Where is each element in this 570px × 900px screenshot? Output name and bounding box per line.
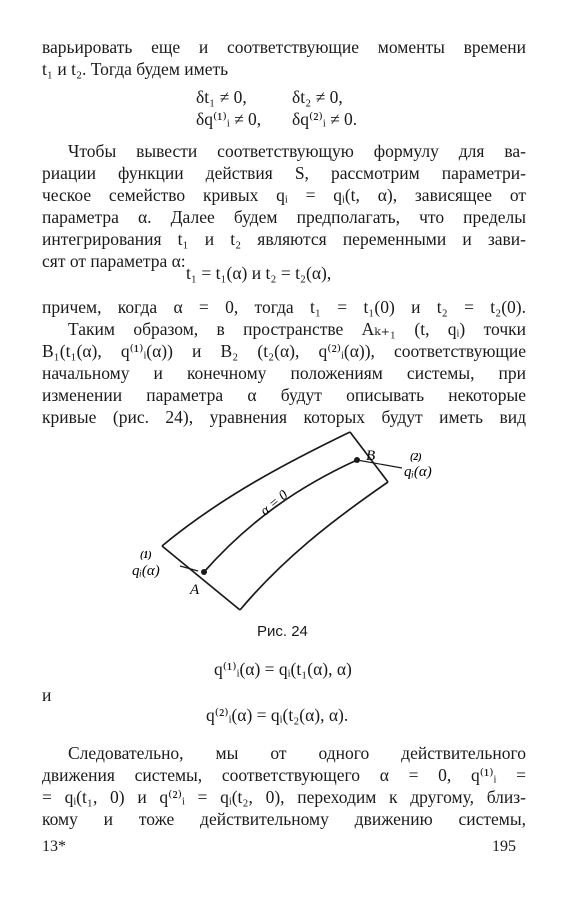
- surface-bottom-edge: [240, 482, 388, 610]
- label-q2: qᵢ(α): [404, 464, 432, 480]
- label-q2-superscript: (2): [410, 452, 422, 463]
- pointer-q2: [357, 460, 402, 468]
- equation-delta-q2: δq⁽²⁾ᵢ ≠ 0.: [292, 109, 358, 129]
- figure-caption: Рис. 24: [257, 623, 308, 640]
- paragraph-3: причем, когда α = 0, тогда t₁ = t₁(0) и t₂ = t₂(0).: [42, 297, 526, 317]
- point-A: [201, 569, 207, 575]
- paragraph-5-line-1: Следовательно, мы от одного действительного: [68, 743, 526, 763]
- paragraph-2-line-4: параметра α. Далее будем предполагать, что пределы: [42, 207, 526, 227]
- label-B: B: [366, 448, 376, 464]
- paragraph-1-line-1: варьировать еще и соответствующие моменты времени: [42, 37, 526, 57]
- paragraph-1-line-2: t₁ и t₂. Тогда будем иметь: [42, 59, 229, 79]
- point-B: [354, 457, 360, 463]
- paragraph-2-line-2: риации функции действия S, рассмотрим параметри-: [42, 163, 526, 183]
- conjunction-and: и: [42, 685, 52, 705]
- label-q1-superscript: (1): [140, 550, 152, 561]
- paragraph-2-line-5: интегрирования t₁ и t₂ являются переменными и зави-: [42, 229, 526, 249]
- equation-delta-t2: δt₂ ≠ 0,: [292, 87, 343, 107]
- equation-q2-alpha: q⁽²⁾ᵢ(α) = qᵢ(t₂(α), α).: [206, 705, 349, 725]
- paragraph-5-line-2: движения системы, соответствующего α = 0, q⁽¹⁾ᵢ =: [42, 765, 526, 785]
- paragraph-4-line-5: кривые (рис. 24), уравнения которых будут иметь вид: [42, 407, 526, 427]
- equation-q1-alpha: q⁽¹⁾ᵢ(α) = qᵢ(t₁(α), α): [214, 659, 352, 679]
- paragraph-4-line-4: изменении параметра α будут описывать некоторые: [42, 385, 526, 405]
- paragraph-5-line-4: кому и тоже действительному движению системы,: [42, 809, 526, 829]
- label-alpha-zero: α = 0: [257, 487, 292, 520]
- equation-delta-q1: δq⁽¹⁾ᵢ ≠ 0,: [196, 109, 262, 129]
- paragraph-4-line-1: Таким образом, в пространстве Aₖ₊₁ (t, qᵢ) точки: [68, 319, 526, 339]
- label-q1: qᵢ(α): [132, 563, 160, 579]
- equation-delta-t1: δt₁ ≠ 0,: [196, 87, 247, 107]
- surface-top-edge: [162, 432, 350, 546]
- paragraph-2-line-6: сят от параметра α:: [42, 251, 186, 271]
- surface-left-edge: [162, 546, 240, 610]
- paragraph-4-line-3: начальному и конечному положениям системы, при: [42, 363, 526, 383]
- paragraph-2-line-3: ческое семейство кривых qᵢ = qᵢ(t, α), зависящее от: [42, 185, 526, 205]
- paragraph-4-line-2: B₁(t₁(α), q⁽¹⁾ᵢ(α)) и B₂ (t₂(α), q⁽²⁾ᵢ(α)), соответствующие: [42, 341, 526, 361]
- pointer-q1: [180, 566, 198, 571]
- label-A: A: [190, 582, 200, 598]
- equation-t-limits: t₁ = t₁(α) и t₂ = t₂(α),: [186, 263, 332, 283]
- curve-alpha-zero: [204, 460, 357, 572]
- paragraph-5-line-3: = qᵢ(t₁, 0) и q⁽²⁾ᵢ = qᵢ(t₂, 0), переходим к другому, близ-: [42, 787, 526, 807]
- figure-24-surface-diagram: [0, 420, 570, 620]
- signature-mark: 13*: [42, 838, 66, 855]
- paragraph-2-line-1: Чтобы вывести соответствующую формулу для ва-: [68, 141, 526, 161]
- page-number: 195: [492, 838, 516, 855]
